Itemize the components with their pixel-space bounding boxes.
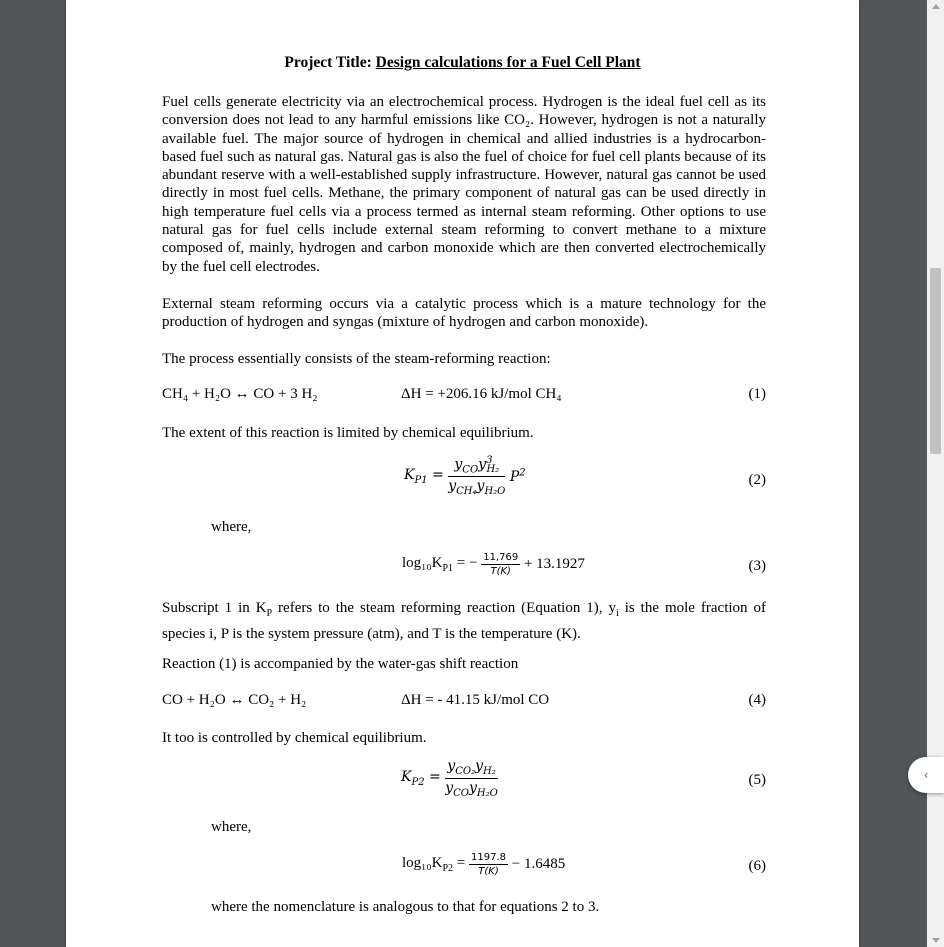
scroll-up-arrow-icon[interactable]: [932, 4, 940, 9]
where-label-2: where,: [211, 819, 252, 835]
paragraph-subscript: Subscript 1 in $K_P$ refers to the steam reforming reaction (Equation 1), $y_i$ is the mole fraction of species i, P is the system pressure (atm), and T is the temperature (K).: [162, 600, 766, 642]
equation-1-reaction: CH₄ + H₂O ↔ CO + 3 H₂: [162, 386, 318, 402]
paragraph-intro: Fuel cells generate electricity via an electrochemical process. Hydrogen is the ideal fuel cell as its conversion does not lead to any harmful emissions like CO₂. However, hydrogen is not a naturally available fuel. The major source of hydrogen in chemical and allied industries is a hydrocarbon-based fuel such as natural gas. Natural gas is also the fuel of choice for fuel cell plants because of its abundant reserve with a well-established supply infrastructure. However, natural gas cannot be used directly in most fuel cells. Methane, the primary component of natural gas can be used directly in high temperature fuel cells via a process termed as internal steam reforming. Other options to use natural gas for fuel cells include external steam reforming to convert methane to a mixture composed of, mainly, hydrogen and carbon monoxide which are then converted electrochemically by the fuel cell electrodes.: [162, 94, 766, 275]
chevron-left-icon: ‹: [923, 768, 929, 782]
equation-6: $\log_{10}K_{P2}$ = $\frac{1197.8}{T(K)}$ − 1.6485: [402, 852, 566, 877]
equation-6-number: (6): [748, 858, 766, 874]
equation-6-numerator: 1197.8: [471, 852, 506, 863]
equation-2: $K_{P1}$ = $\frac{y_{CO}y^3_{H_2}}{y_{CH_4}y_{H_2O}}$ $P^2$: [404, 455, 526, 498]
vertical-scrollbar[interactable]: [927, 0, 944, 947]
scroll-down-arrow-icon[interactable]: [932, 938, 940, 943]
paragraph-controlled: It too is controlled by chemical equilibrium.: [162, 730, 427, 746]
equation-3-denominator: T(K): [490, 566, 511, 577]
title-text: Design calculations for a Fuel Cell Plant: [375, 54, 641, 71]
document-page: [66, 0, 859, 947]
equation-6-lhs: log₁₀K: [402, 855, 443, 871]
where-label-1: where,: [211, 519, 252, 535]
side-panel-toggle-button[interactable]: [908, 757, 944, 793]
equation-1-number: (1): [748, 386, 766, 402]
equation-6-lhs-sub: P2: [442, 863, 454, 874]
equation-5-number: (5): [748, 772, 766, 788]
equation-4-enthalpy: ΔH = - 41.15 kJ/mol CO: [401, 692, 550, 708]
scrollbar-thumb[interactable]: [930, 268, 941, 454]
equation-6-denominator: T(K): [478, 866, 499, 877]
equation-4-number: (4): [748, 692, 766, 708]
equation-4-reaction: CO + H₂O ↔ CO₂ + H₂: [162, 692, 307, 708]
paragraph-nomenclature: where the nomenclature is analogous to that for equations 2 to 3.: [211, 899, 600, 915]
equation-6-constant: − 1.6485: [511, 856, 566, 872]
equation-5: $K_{P2}$ = $\frac{y_{CO_2}y_{H_2}}{y_{CO}y_{H_2O}}$: [401, 758, 498, 799]
equation-1-enthalpy: ΔH = +206.16 kJ/mol CH₄: [401, 386, 562, 402]
paragraph-external-reforming: External steam reforming occurs via a catalytic process which is a mature technology for the production of hydrogen and syngas (mixture of hydrogen and carbon monoxide).: [162, 296, 766, 331]
equation-3-number: (3): [748, 558, 766, 574]
equation-3-lhs: log₁₀K: [402, 555, 443, 571]
page-title: [66, 54, 859, 72]
equation-3-constant: + 13.1927: [523, 556, 585, 572]
paragraph-equilibrium: The extent of this reaction is limited by chemical equilibrium.: [162, 425, 534, 441]
equation-3-lhs-sub: P1: [442, 563, 454, 574]
paragraph-shift: Reaction (1) is accompanied by the water-gas shift reaction: [162, 656, 519, 672]
equation-3-numerator: 11,769: [483, 552, 519, 563]
equation-3: $\log_{10}K_{P1}$ = − $\frac{11,769}{T(K)}$ + 13.1927: [402, 552, 585, 577]
paragraph-process: The process essentially consists of the steam-reforming reaction:: [162, 351, 551, 367]
equation-2-number: (2): [748, 472, 766, 488]
title-label: Project Title:: [284, 54, 372, 71]
